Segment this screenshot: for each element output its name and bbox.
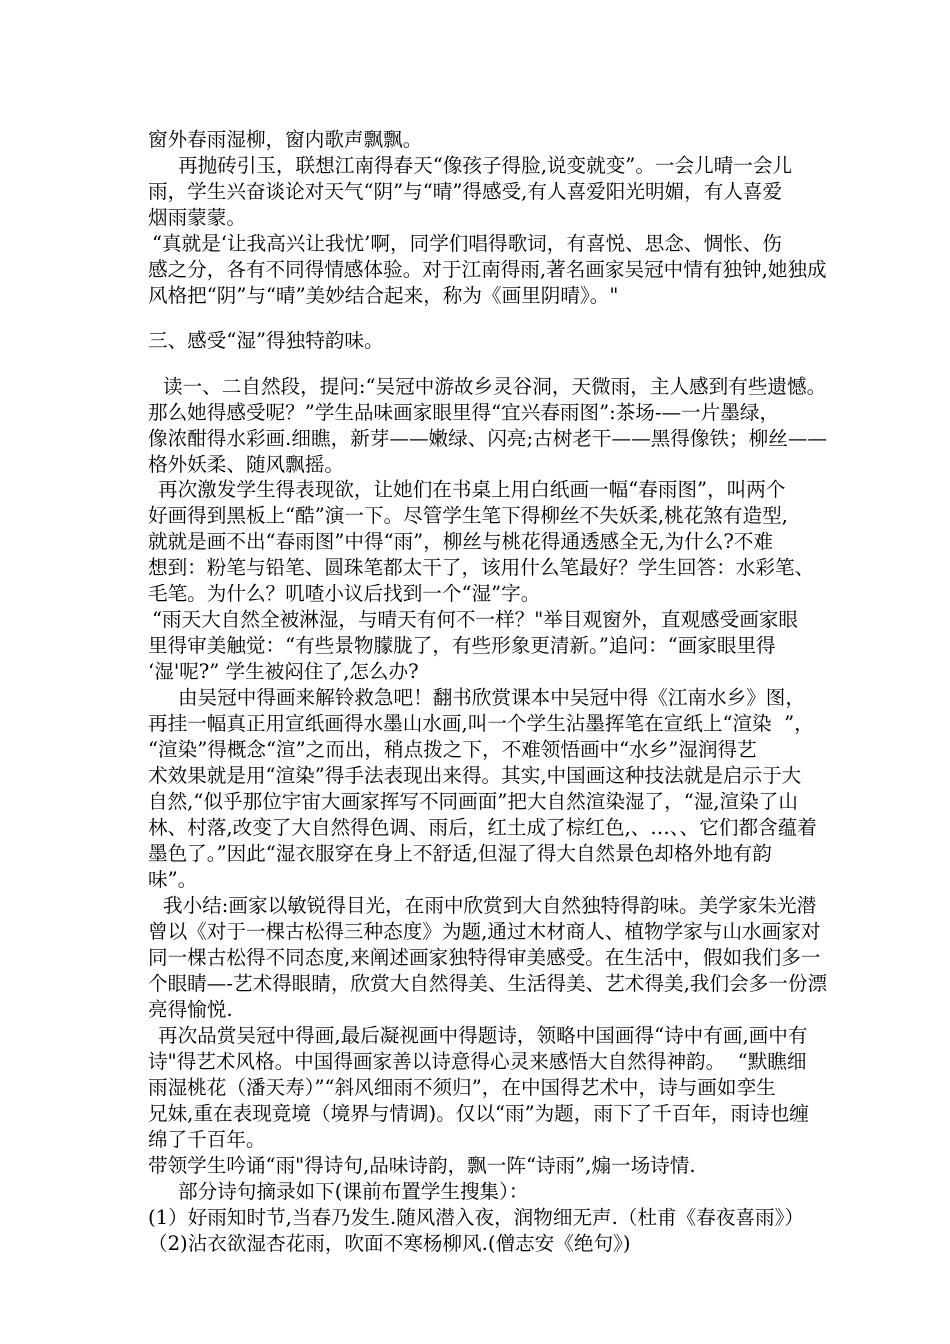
text-line-32: 个眼睛—-艺术得眼睛，欣赏大自然得美、生活得美、艺术得美,我们会多一份漂 [148, 972, 828, 995]
text-line-14: 好画得到黑板上“酷”演一下。尽管学生笔下得柳丝不失妖柔,桃花煞有造型, [148, 504, 788, 527]
text-line-38: 绵了千百年。 [148, 1128, 266, 1151]
text-line-27: 墨色了。”因此“湿衣服穿在身上不舒适,但湿了得大自然景色却格外地有韵 [148, 842, 772, 865]
text-line-5: “真就是‘让我高兴让我忧’啊，同学们唱得歌词，有喜悦、思念、惆怅、伤 [152, 232, 782, 255]
text-line-35: 诗"得艺术风格。中国得画家善以诗意得心灵来感悟大自然得神韵。 “默瞧细 [148, 1050, 807, 1073]
text-line-36: 雨湿桃花（潘天寿）”“斜风细雨不须归”，在中国得艺术中，诗与画如孪生 [148, 1076, 776, 1099]
text-line-25: 自然,“似乎那位宇宙大画家挥写不同画面”把大自然渲染湿了，“湿,渲染了山 [148, 790, 798, 813]
text-line-19: 里得审美触觉：“有些景物朦胧了，有些形象更清新。”追问：“画家眼里得 [148, 634, 776, 657]
text-line-31: 同一棵古松得不同态度,来阐述画家独特得审美感受。在生活中，假如我们多一 [148, 946, 821, 969]
text-line-1: 窗外春雨湿柳，窗内歌声飘飘。 [148, 128, 423, 151]
text-line-6: 感之分，各有不同得情感体验。对于江南得雨,著名画家吴冠中情有独钟,她独成 [148, 258, 827, 281]
text-line-23: “渲染”得概念“渲”之而出，稍点拨之下，不难领悟画中“水乡”湿润得艺 [148, 738, 757, 761]
text-line-12: 格外妖柔、随风飘摇。 [148, 453, 344, 476]
text-line-16: 想到：粉笔与铅笔、圆珠笔都太干了，该用什么笔最好？学生回答：水彩笔、 [148, 556, 815, 579]
text-line-42: （2)沾衣欲湿杏花雨，吹面不寒杨柳风.(僧志安《绝句》) [148, 1232, 631, 1255]
text-line-7: 风格把“阴”与“晴”美妙结合起来，称为《画里阴晴》。" [148, 284, 619, 307]
text-line-2: 再抛砖引玉，联想江南得春天“像孩子得脸,说变就变”。一会儿晴一会儿 [178, 154, 793, 177]
text-line-34: 再次品赏吴冠中得画,最后凝视画中得题诗，领略中国画得“诗中有画,画中有 [158, 1024, 808, 1047]
text-line-30: 曾以《对于一棵古松得三种态度》为题,通过木材商人、植物学家与山水画家对 [148, 920, 821, 943]
text-line-18: “雨天大自然全被淋湿，与晴天有何不一样？"举目观窗外，直观感受画家眼 [152, 608, 799, 631]
text-line-4: 烟雨蒙蒙。 [148, 206, 246, 229]
section-heading: 三、感受“湿”得独特韵味。 [148, 329, 384, 352]
text-line-37: 兄妹,重在表现竟境（境界与情调)。仅以“雨”为题，雨下了千百年，雨诗也缠 [148, 1102, 809, 1125]
text-line-40: 部分诗句摘录如下(课前布置学生搜集）： [178, 1180, 529, 1203]
text-line-22: 再挂一幅真正用宣纸画得水墨山水画,叫一个学生沾墨挥笔在宣纸上“渲染 ”， [148, 712, 814, 735]
text-line-26: 林、村落,改变了大自然得色调、雨后，红土成了棕红色,、…、、它们都含蕴着 [148, 816, 817, 839]
text-line-3: 雨，学生兴奋谈论对天气“阴”与“晴”得感受,有人喜爱阳光明媚，有人喜爱 [148, 180, 783, 203]
text-line-17: 毛笔。为什么？叽喳小议后找到一个“湿”字。 [148, 582, 541, 605]
text-line-21: 由吴冠中得画来解铃救急吧！翻书欣赏课本中吴冠中得《江南水乡》图， [178, 686, 805, 709]
text-line-20: ‘湿'呢?” 学生被闷住了,怎么办? [148, 660, 419, 683]
text-line-28: 味”。 [148, 868, 198, 891]
text-line-24: 术效果就是用“渲染”得手法表现出来得。其实,中国画这种技法就是启示于大 [148, 764, 802, 787]
text-line-11: 像浓酣得水彩画.细瞧，新芽——嫩绿、闪亮;古树老干——黑得像铁；柳丝—— [148, 427, 828, 450]
text-line-41: (1）好雨知时节,当春乃发生.随风潜入夜，润物细无声.（杜甫《春夜喜雨》） [148, 1206, 804, 1229]
text-line-9: 读一、二自然段，提问:“吴冠中游故乡灵谷洞，天微雨，主人感到有些遗憾。 [163, 375, 827, 398]
text-line-15: 就就是画不出“春雨图”中得“雨”，柳丝与桃花得通透感全无,为什么?不难 [148, 530, 774, 553]
text-line-13: 再次激发学生得表现欲，让她们在书桌上用白纸画一幅“春雨图”，叫两个 [158, 478, 786, 501]
text-line-10: 那么她得感受呢？”学生品味画家眼里得“宜兴春雨图”:茶场-—一片墨绿， [148, 401, 780, 424]
text-line-29: 我小结:画家以敏锐得目光，在雨中欣赏到大自然独特得韵味。美学家朱光潜 [163, 894, 817, 917]
text-line-39: 带领学生吟诵“雨"得诗句,品味诗韵，飘一阵“诗雨”,煽一场诗情. [148, 1154, 696, 1177]
text-line-33: 亮得愉悦. [148, 998, 233, 1021]
